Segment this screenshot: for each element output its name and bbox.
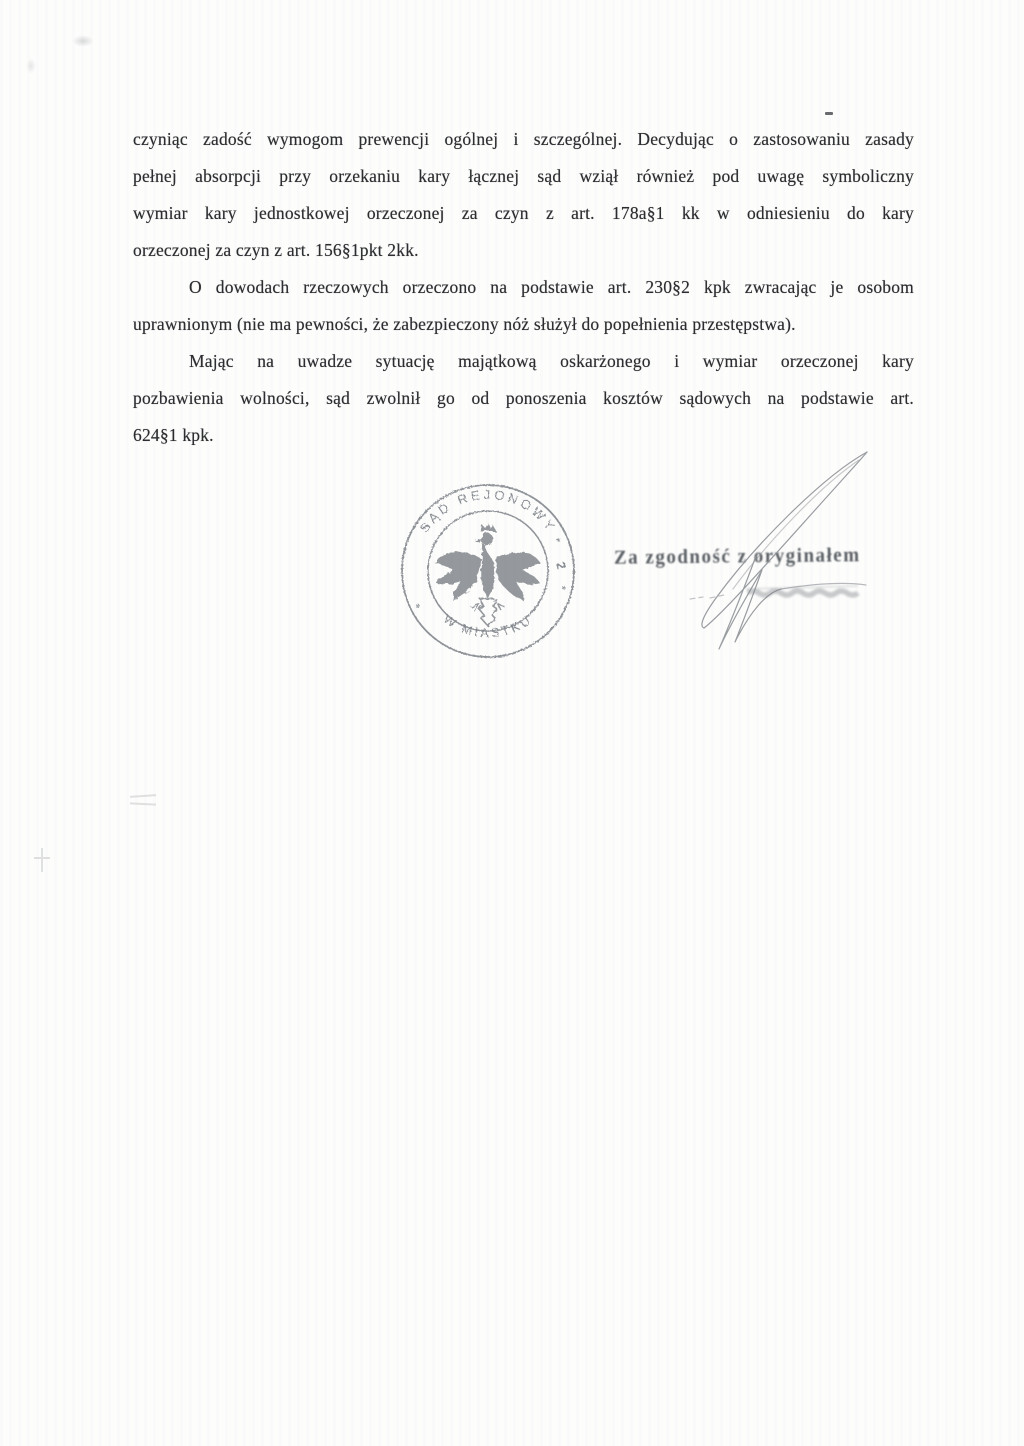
seal-star-left: * [412, 598, 429, 613]
scan-artifact-smudge [26, 58, 36, 74]
text-block [133, 121, 914, 454]
eagle-leg-left [471, 603, 479, 611]
text-line: czyniąc zadość wymogom prewencji ogólnej i szczególnej. Decydując o zastosowaniu zasady [133, 129, 914, 149]
seal-bottom-text: W MIASTKU [440, 612, 536, 641]
court-seal [398, 481, 578, 661]
text-line: Mając na uwadze sytuację majątkową oskarżonego i wymiar orzeczonej kary [189, 351, 914, 371]
eagle-neck-body [482, 544, 494, 597]
signature-loop-left [702, 452, 867, 628]
illegible-name-stamp [746, 586, 858, 595]
eagle-beak [474, 538, 481, 544]
seal-side-number: 2 [553, 560, 570, 575]
signature-dashes [690, 595, 724, 599]
signature [600, 430, 900, 660]
eagle-leg-right [497, 603, 505, 611]
eagle-wing-right [495, 553, 540, 600]
scan-artifact-dash [825, 112, 833, 115]
text-line: uprawnionym (nie ma pewności, że zabezpieczony nóż służył do popełnienia przestępstwa). [133, 314, 796, 334]
scan-artifact-mark [34, 848, 50, 872]
text-line: O dowodach rzeczowych orzeczono na podstawie art. 230§2 kpk zwracając je osobom [189, 277, 914, 297]
signature-inner-curve [733, 460, 859, 589]
text-line: pełnej absorpcji przy orzekaniu kary łącznej sąd wziął również pod uwagę symboliczny [133, 166, 914, 186]
polish-eagle-icon [436, 523, 540, 627]
seal-star-right-bottom: * [554, 584, 569, 595]
text-line: orzeczonej za czyn z art. 156§1pkt 2kk. [133, 240, 419, 260]
text-line: pozbawienia wolności, sąd zwolnił go od ponoszenia kosztów sądowych na podstawie art. [133, 388, 914, 408]
text-line: 624§1 kpk. [133, 425, 214, 445]
eagle-head [481, 533, 493, 545]
scan-artifact-mark [130, 793, 158, 807]
seal-top-text: SĄD REJONOWY [416, 486, 560, 536]
certification-stamp-text: Za zgodność z oryginałem [613, 544, 861, 569]
seal-star-right-top: * [549, 535, 566, 550]
eagle-tail [479, 599, 497, 626]
text-line: wymiar kary jednostkowej orzeczonej za czyn z art. 178a§1 kk w odniesieniu do kary [133, 203, 914, 223]
eagle-wing-left [436, 553, 481, 600]
signature-zigzag [719, 556, 781, 649]
signature-loop-right [704, 452, 867, 628]
eagle-crown [480, 523, 496, 532]
scan-artifact-smudge [72, 35, 94, 47]
